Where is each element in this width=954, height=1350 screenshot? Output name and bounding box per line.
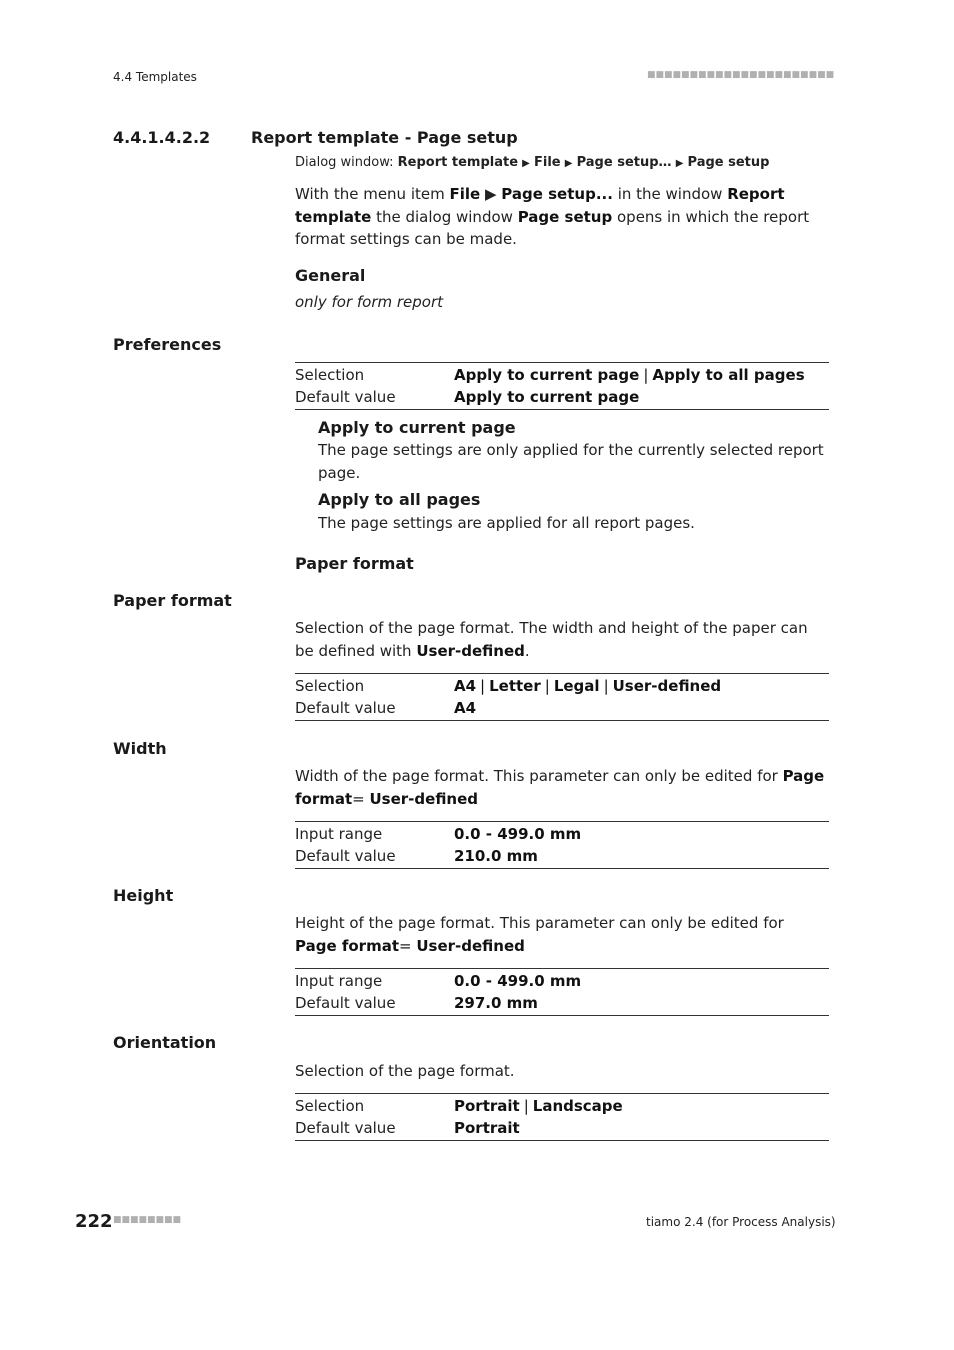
- arrow-icon: ▶: [522, 158, 530, 169]
- table-row: [295, 992, 829, 1014]
- row-key: Selection: [295, 1097, 365, 1115]
- option-description: The page settings are only applied for the currently selected report page.: [318, 441, 824, 482]
- dialog-path-step: File: [534, 155, 561, 170]
- arrow-icon: ▶: [675, 158, 684, 169]
- orientation-table: [295, 1093, 829, 1141]
- intro-paragraph: [295, 183, 829, 251]
- row-key: Default value: [295, 699, 396, 717]
- table-row: [295, 1117, 829, 1139]
- footer-product: tiamo 2.4 (for Process Analysis): [646, 1215, 836, 1229]
- intro-text: in the window: [612, 185, 728, 203]
- desc-text: =: [399, 936, 417, 955]
- row-value: Apply to current page: [454, 388, 640, 406]
- row-value: Apply to current page | Apply to all pages: [454, 366, 805, 384]
- desc-bold: User-defined: [416, 641, 525, 660]
- row-key: Selection: [295, 677, 365, 695]
- option-value: Letter: [489, 677, 541, 695]
- intro-text: opens in which the report format settings can be made.: [295, 207, 810, 248]
- section-number: 4.4.1.4.2.2: [113, 128, 211, 147]
- row-value: 0.0 - 499.0 mm: [454, 972, 582, 990]
- dialog-path-step: Report template: [397, 155, 519, 170]
- dialog-path-prefix: Dialog window:: [295, 155, 398, 170]
- height-description: [295, 912, 829, 957]
- option-value: Apply to current page: [454, 366, 640, 384]
- option-value: Landscape: [532, 1097, 623, 1115]
- page-number: 222: [75, 1211, 113, 1232]
- option-value: Portrait: [454, 1097, 520, 1115]
- intro-dialog-name: Page setup: [517, 207, 613, 226]
- preferences-table: [295, 362, 829, 410]
- footer-dots: ■■■■■■■■: [113, 1215, 182, 1225]
- height-table: [295, 968, 829, 1016]
- arrow-icon: ▶: [480, 185, 502, 203]
- row-value: Portrait | Landscape: [454, 1097, 623, 1115]
- table-row: [295, 675, 829, 697]
- paper-format-label: Paper format: [113, 591, 232, 610]
- desc-bold: User-defined: [416, 936, 525, 955]
- table-row: [295, 845, 829, 867]
- row-value: A4 | Letter | Legal | User-defined: [454, 677, 722, 695]
- table-row: [295, 386, 829, 408]
- row-value: 297.0 mm: [454, 994, 538, 1012]
- orientation-label: Orientation: [113, 1033, 217, 1052]
- running-header-dots: ■■■■■■■■■■■■■■■■■■■■■■: [647, 70, 835, 80]
- running-header-section: 4.4 Templates: [113, 70, 197, 84]
- paper-format-heading: Paper format: [295, 554, 414, 573]
- general-note: only for form report: [295, 293, 444, 311]
- intro-menu-page-setup: Page setup...: [501, 185, 613, 203]
- table-row: [295, 697, 829, 719]
- arrow-icon: ▶: [564, 158, 573, 169]
- row-key: Input range: [295, 972, 383, 990]
- row-key: Default value: [295, 388, 396, 406]
- dialog-path-step: Page setup: [687, 155, 770, 170]
- desc-text: Width of the page format. This parameter can only be edited for: [295, 767, 783, 785]
- row-value: A4: [454, 699, 477, 717]
- row-key: Default value: [295, 1119, 396, 1137]
- option-title: Apply to all pages: [318, 490, 481, 509]
- table-row: [295, 823, 829, 845]
- paper-format-table: [295, 673, 829, 721]
- section-title: Report template - Page setup: [251, 128, 518, 147]
- option-value: A4: [454, 677, 477, 695]
- preferences-label: Preferences: [113, 335, 222, 354]
- general-heading: General: [295, 266, 366, 285]
- row-key: Selection: [295, 366, 365, 384]
- desc-bold: Page format: [295, 936, 399, 955]
- desc-text: Selection of the page format. The width and height of the paper can be defined with: [295, 619, 808, 660]
- width-description: [295, 765, 829, 810]
- option-value: Apply to all pages: [652, 366, 805, 384]
- orientation-description: Selection of the page format.: [295, 1062, 515, 1080]
- row-value: 0.0 - 499.0 mm: [454, 825, 582, 843]
- desc-text: =: [352, 789, 370, 808]
- row-key: Default value: [295, 847, 396, 865]
- table-row: [295, 970, 829, 992]
- desc-bold: User-defined: [369, 789, 479, 808]
- height-label: Height: [113, 886, 174, 905]
- option-value: Legal: [553, 677, 600, 695]
- paper-format-description: [295, 617, 829, 662]
- table-row: [295, 364, 829, 386]
- intro-text: With the menu item: [295, 185, 450, 203]
- intro-menu-file: File: [449, 185, 481, 203]
- intro-window-name: Report template: [295, 185, 785, 226]
- option-value: User-defined: [612, 677, 722, 695]
- row-value: 210.0 mm: [454, 847, 538, 865]
- desc-text: Height of the page format. This parameter can only be edited for: [295, 914, 784, 932]
- row-value: Portrait: [454, 1119, 520, 1137]
- width-label: Width: [113, 739, 167, 758]
- intro-text: the dialog window: [371, 207, 518, 226]
- row-key: Input range: [295, 825, 383, 843]
- row-key: Default value: [295, 994, 396, 1012]
- option-title: Apply to current page: [318, 418, 516, 437]
- width-table: [295, 821, 829, 869]
- dialog-path-step: Page setup…: [576, 155, 672, 170]
- desc-text: .: [524, 641, 530, 660]
- dialog-path: [295, 155, 769, 170]
- table-row: [295, 1095, 829, 1117]
- option-description: The page settings are applied for all report pages.: [318, 514, 695, 532]
- desc-bold: Page format: [295, 767, 825, 808]
